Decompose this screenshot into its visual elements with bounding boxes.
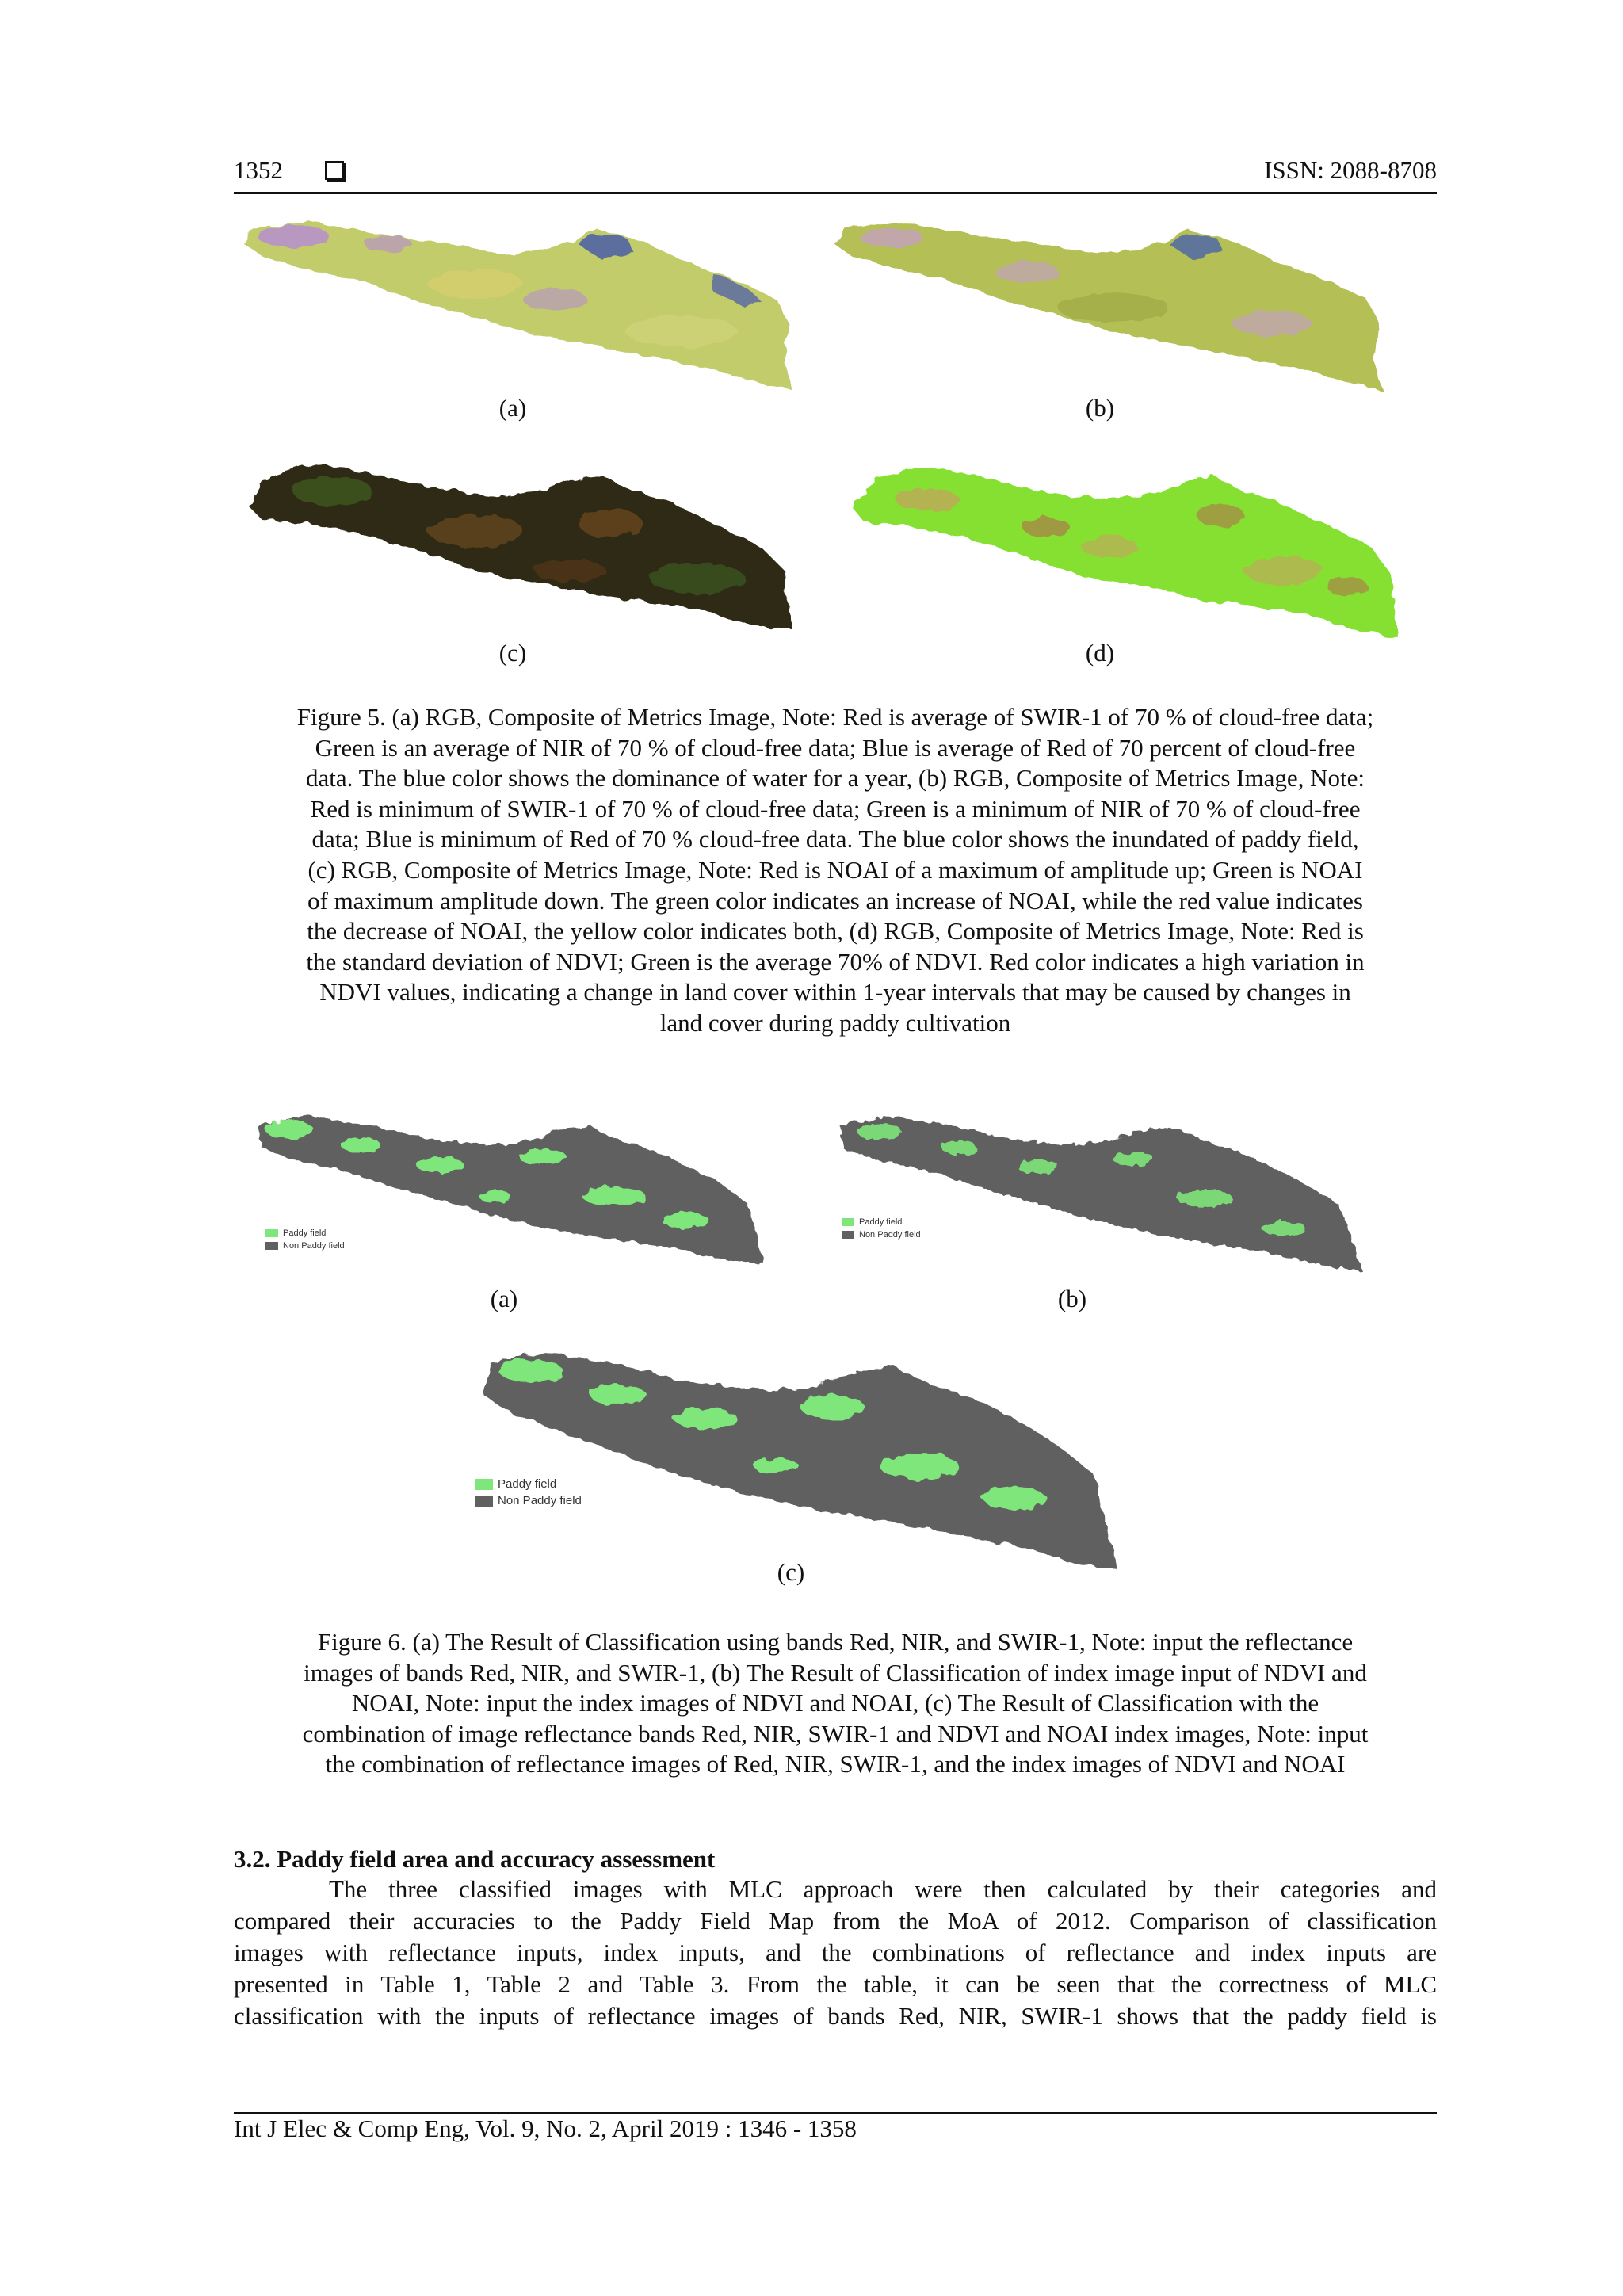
figure5-panel-b — [828, 212, 1399, 396]
caption-line: data; Blue is minimum of Red of 70 % cloud-free data. The blue color shows the inundated of paddy field, — [311, 825, 1359, 854]
figure6-label-b: (b) — [1057, 1285, 1087, 1312]
caption-line: Figure 6. (a) The Result of Classification using bands Red, NIR, and SWIR-1, Note: input the reflectance — [317, 1628, 1354, 1656]
section-paragraph — [234, 1874, 1437, 2032]
paragraph-line: compared their accuracies to the Paddy Field Map from the MoA of 2012. Comparison of classification — [234, 1907, 1437, 1935]
caption-line: the combination of reflectance images of Red, NIR, SWIR-1, and the index images of NDVI and NOAI — [325, 1750, 1346, 1778]
caption-line: Green is an average of NIR of 70 % of cloud-free data; Blue is average of Red of 70 percent of cloud-free — [315, 733, 1356, 762]
legend-paddy-label: Paddy field — [283, 1228, 327, 1238]
legend-non-paddy-label: Non Paddy field — [498, 1494, 582, 1507]
legend-paddy-label: Paddy field — [498, 1477, 557, 1491]
non-paddy-swatch — [475, 1496, 493, 1507]
caption-line: NDVI values, indicating a change in land cover within 1-year intervals that may be caused by changes in — [319, 978, 1351, 1007]
figure6-caption — [234, 1627, 1437, 1780]
issn: ISSN: 2088-8708 — [1264, 156, 1437, 184]
figure5-label-d: (d) — [1085, 639, 1115, 667]
paragraph-line: The three classified images with MLC approach were then calculated by their categories and — [329, 1875, 1437, 1903]
paragraph-line: images with reflectance inputs, index inputs, and the combinations of reflectance and index inputs are — [234, 1939, 1437, 1966]
figure5-label-c: (c) — [498, 639, 527, 667]
java-island-shape — [244, 222, 792, 391]
paragraph-line: classification with the inputs of reflectance images of bands Red, NIR, SWIR-1 shows that the paddy field is — [234, 2002, 1437, 2030]
figure6-label-a: (a) — [490, 1285, 518, 1312]
caption-line: NOAI, Note: input the index images of NDVI and NOAI, (c) The Result of Classification with the — [351, 1689, 1319, 1717]
figure6-label-c: (c) — [777, 1558, 805, 1586]
header-rule — [234, 192, 1437, 194]
page-header — [234, 156, 1437, 191]
legend-non-paddy-label: Non Paddy field — [859, 1230, 921, 1240]
caption-line: Figure 5. (a) RGB, Composite of Metrics Image, Note: Red is average of SWIR-1 of 70 % of cloud-free data; — [296, 703, 1374, 731]
figure6-legend-b — [842, 1216, 921, 1241]
figure5-caption — [234, 702, 1437, 1039]
caption-line: data. The blue color shows the dominance of water for a year, (b) RGB, Composite of Metrics Image, Note: — [306, 764, 1365, 793]
figure5-panel-c — [238, 452, 808, 636]
checkbox-square-icon — [325, 161, 344, 180]
footer-rule — [234, 2112, 1437, 2114]
figure6-legend-a — [265, 1227, 345, 1252]
non-paddy-swatch — [842, 1231, 854, 1239]
section-heading: 3.2. Paddy field area and accuracy assessment — [234, 1845, 716, 1873]
caption-line: images of bands Red, NIR, and SWIR-1, (b) The Result of Classification of index image input of NDVI and — [304, 1658, 1367, 1687]
java-island-shape — [483, 1351, 1117, 1569]
caption-line: Red is minimum of SWIR-1 of 70 % of cloud-free data; Green is a minimum of NIR of 70 % of cloud-free — [310, 794, 1361, 823]
paragraph-line: presented in Table 1, Table 2 and Table 3. From the table, it can be seen that the correctness of MLC — [234, 1970, 1437, 1998]
figure5-panel-a — [238, 212, 808, 396]
figure5-label-b: (b) — [1085, 394, 1115, 422]
caption-line: (c) RGB, Composite of Metrics Image, Note: Red is NOAI of a maximum of amplitude up; Green is NOAI — [307, 855, 1363, 884]
legend-non-paddy-label: Non Paddy field — [283, 1241, 345, 1251]
figure5-panel-d — [840, 452, 1411, 642]
figure5-label-a: (a) — [498, 394, 527, 422]
non-paddy-swatch — [265, 1242, 278, 1250]
paddy-swatch — [475, 1479, 493, 1490]
page-number: 1352 — [234, 156, 283, 184]
figure6-panel-c — [460, 1331, 1125, 1577]
caption-line: land cover during paddy cultivation — [659, 1008, 1011, 1037]
caption-line: the standard deviation of NDVI; Green is the average 70% of NDVI. Red color indicates a high variation in — [306, 947, 1365, 976]
caption-line: combination of image reflectance bands Red, NIR, SWIR-1 and NDVI and NOAI index images, Note: input — [302, 1719, 1369, 1748]
legend-paddy-label: Paddy field — [859, 1217, 903, 1227]
java-island-shape — [840, 1116, 1363, 1272]
page-footer: Int J Elec & Comp Eng, Vol. 9, No. 2, April 2019 : 1346 - 1358 — [234, 2115, 857, 2142]
paddy-swatch — [842, 1218, 854, 1226]
caption-line: the decrease of NOAI, the yellow color indicates both, (d) RGB, Composite of Metrics Image, Note: Red is — [307, 917, 1364, 946]
paddy-swatch — [265, 1229, 278, 1237]
caption-line: of maximum amplitude down. The green color indicates an increase of NOAI, while the red value indicates — [307, 886, 1363, 915]
figure6-legend-c — [475, 1476, 582, 1509]
figure6-panel-b — [824, 1102, 1371, 1280]
